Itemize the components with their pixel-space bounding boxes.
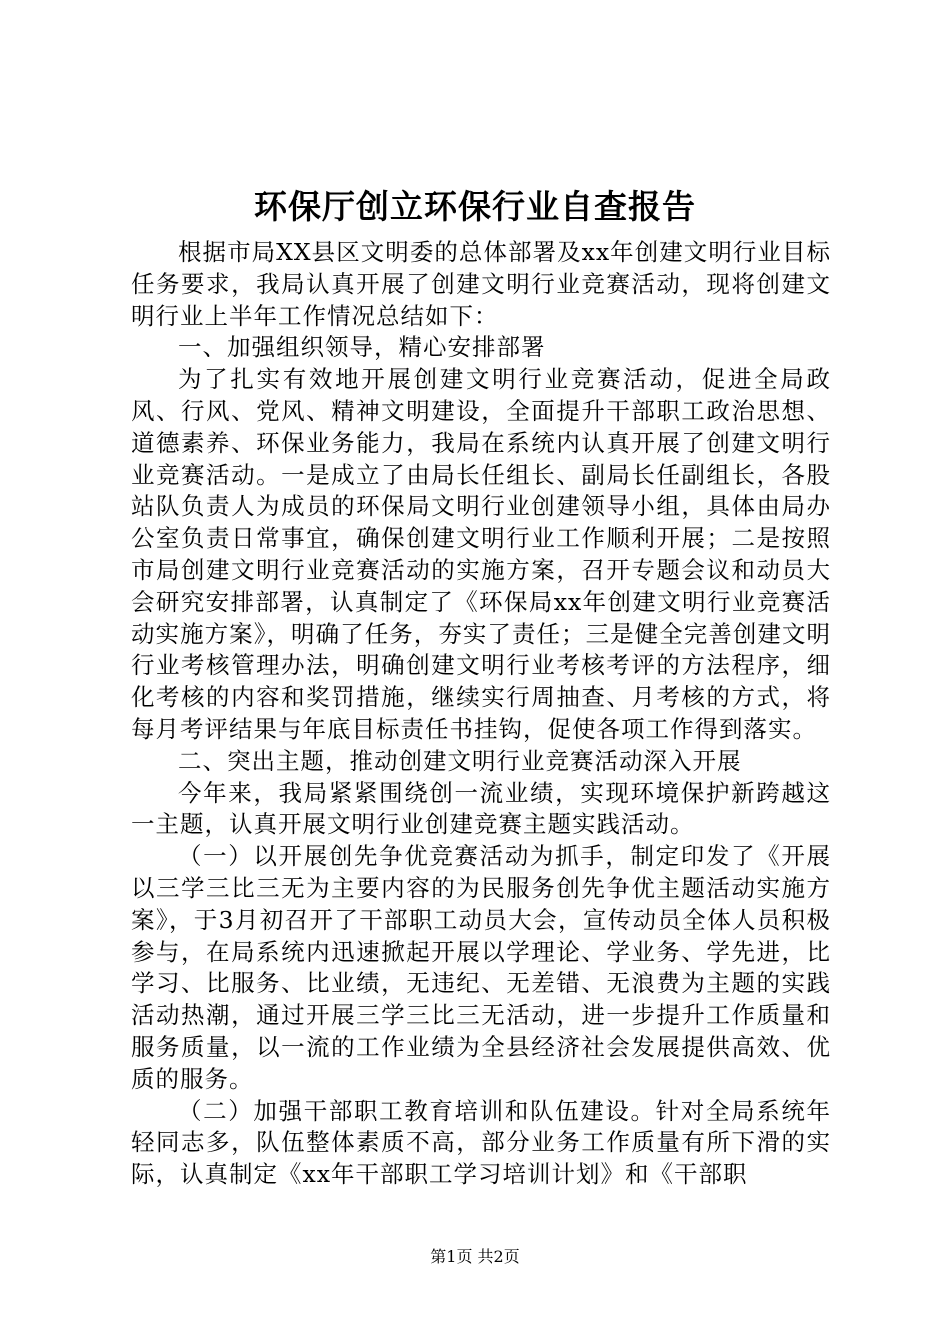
document-body [131, 237, 831, 1191]
paragraph-section-2-intro: 今年来，我局紧紧围绕创一流业绩，实现环境保护新跨越这一主题，认真开展文明行业创建竞赛主题实践活动。 [131, 778, 831, 839]
paragraph-subsection-1: （一）以开展创先争优竞赛活动为抓手，制定印发了《开展以三学三比三无为主要内容的为民服务创先争优主题活动实施方案》，于3月初召开了干部职工动员大会，宣传动员全体人员积极参与，在局系统内迅速掀起开展以学理论、学业务、学先进，比学习、比服务、比业绩，无违纪、无差错、无浪费为主题的实践活动热潮，通过开展三学三比三无活动，进一步提升工作质量和服务质量，以一流的工作业绩为全县经济社会发展提供高效、优质的服务。 [131, 842, 831, 1093]
page-number-footer: 第1页 共2页 [430, 1247, 520, 1266]
section-heading-2: 二、突出主题，推动创建文明行业竞赛活动深入开展 [178, 746, 742, 775]
paragraph-intro: 根据市局XX县区文明委的总体部署及xx年创建文明行业目标任务要求，我局认真开展了创建文明行业竞赛活动，现将创建文明行业上半年工作情况总结如下： [131, 238, 831, 330]
paragraph-subsection-2: （二）加强干部职工教育培训和队伍建设。针对全局系统年轻同志多，队伍整体素质不高，部分业务工作质量有所下滑的实际，认真制定《xx年干部职工学习培训计划》和《干部职 [131, 1096, 831, 1189]
document-title: 环保厅创立环保行业自查报告 [254, 187, 696, 226]
paragraph-section-1: 为了扎实有效地开展创建文明行业竞赛活动，促进全局政风、行风、党风、精神文明建设，全面提升干部职工政治思想、道德素养、环保业务能力，我局在系统内认真开展了创建文明行业竞赛活动。一是成立了由局长任组长、副局长任副组长，各股站队负责人为成员的环保局文明行业创建领导小组，具体由局办公室负责日常事宜，确保创建文明行业工作顺利开展；二是按照市局创建文明行业竞赛活动的实施方案，召开专题会议和动员大会研究安排部署，认真制定了《环保局xx年创建文明行业竞赛活动实施方案》，明确了任务，夯实了责任；三是健全完善创建文明行业考核管理办法，明确创建文明行业考核考评的方法程序，细化考核的内容和奖罚措施，继续实行周抽查、月考核的方式，将每月考评结果与年底目标责任书挂钩，促使各项工作得到落实。 [131, 365, 831, 743]
section-heading-1: 一、加强组织领导，精心安排部署 [178, 333, 546, 362]
